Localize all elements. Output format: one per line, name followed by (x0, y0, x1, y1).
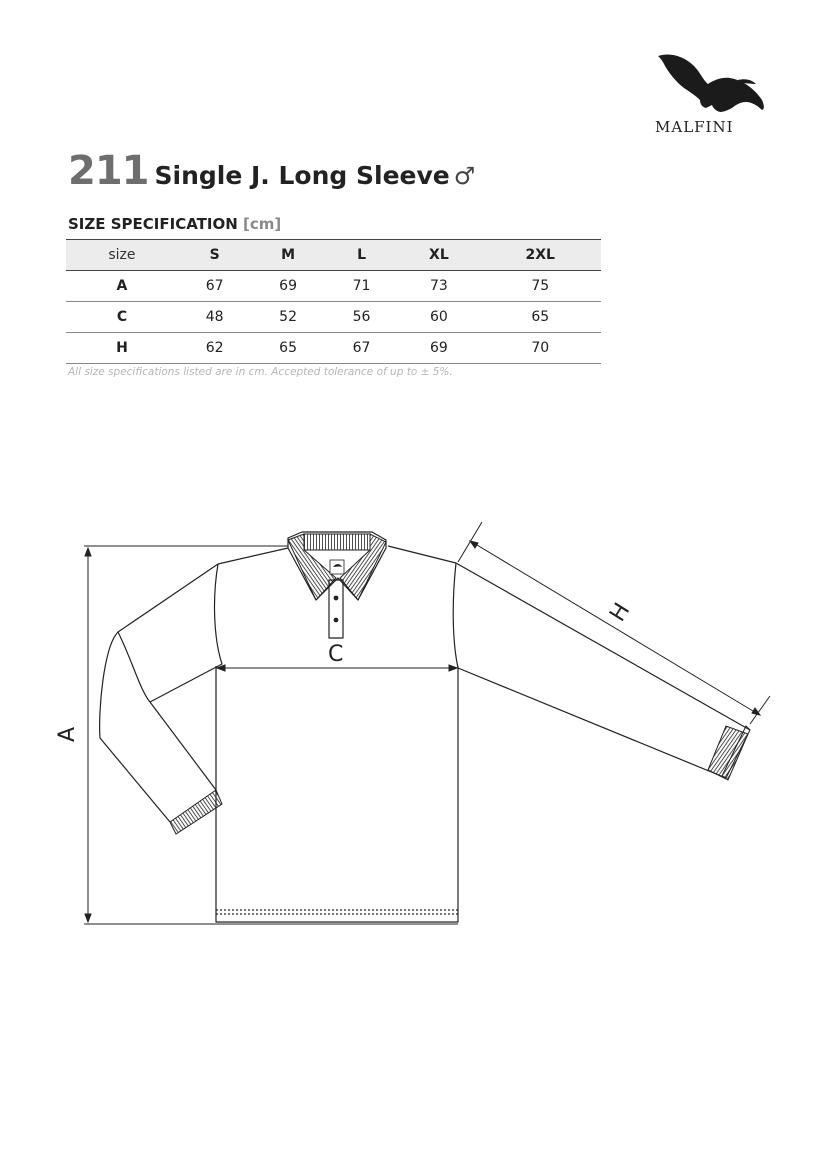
size-table (66, 239, 601, 364)
dimension-label-c: C (328, 642, 344, 667)
table-cell: 67 (205, 278, 224, 294)
table-cell: 69 (279, 278, 297, 294)
brand-name: MALFINI (655, 118, 734, 136)
polo-shirt-illustration (0, 500, 826, 960)
tolerance-note: All size specifications listed are in cm. Accepted tolerance of up to ± 5%. (68, 366, 453, 378)
brand-logo (648, 50, 776, 116)
table-cell: 75 (531, 278, 550, 294)
table-cell: 56 (352, 309, 371, 325)
table-row (66, 333, 601, 364)
table-cell: 62 (205, 340, 224, 356)
row-label: C (116, 309, 128, 325)
spec-unit: [cm] (243, 215, 282, 233)
col-header: 2XL (525, 247, 555, 263)
row-label: H (116, 340, 128, 356)
dimension-label-h: H (605, 598, 636, 627)
table-cell: 48 (205, 309, 224, 325)
col-header: XL (429, 247, 449, 263)
table-cell: 69 (429, 340, 448, 356)
male-symbol-icon: ♂ (453, 162, 476, 190)
table-cell: 52 (279, 309, 297, 325)
table-cell: 60 (429, 309, 448, 325)
spec-heading (68, 215, 281, 233)
table-cell: 65 (279, 340, 297, 356)
table-cell: 67 (352, 340, 371, 356)
col-header: M (281, 247, 296, 263)
table-cell: 73 (429, 278, 448, 294)
product-name: Single J. Long Sleeve (154, 161, 450, 190)
dimension-label-a: A (55, 726, 81, 743)
table-cell: 65 (531, 309, 550, 325)
garment-diagram (0, 500, 826, 964)
table-cell: 70 (531, 340, 550, 356)
col-header: S (209, 247, 220, 263)
eagle-icon (656, 50, 768, 116)
table-row (66, 302, 601, 333)
col-header: size (108, 247, 136, 263)
spec-heading-text: SIZE SPECIFICATION (68, 215, 238, 233)
table-cell: 71 (352, 278, 371, 294)
col-header: L (357, 247, 366, 263)
table-row (66, 271, 601, 302)
product-title (68, 148, 475, 194)
row-label: A (116, 278, 128, 294)
size-table-header (66, 240, 601, 271)
product-code: 211 (68, 148, 149, 194)
